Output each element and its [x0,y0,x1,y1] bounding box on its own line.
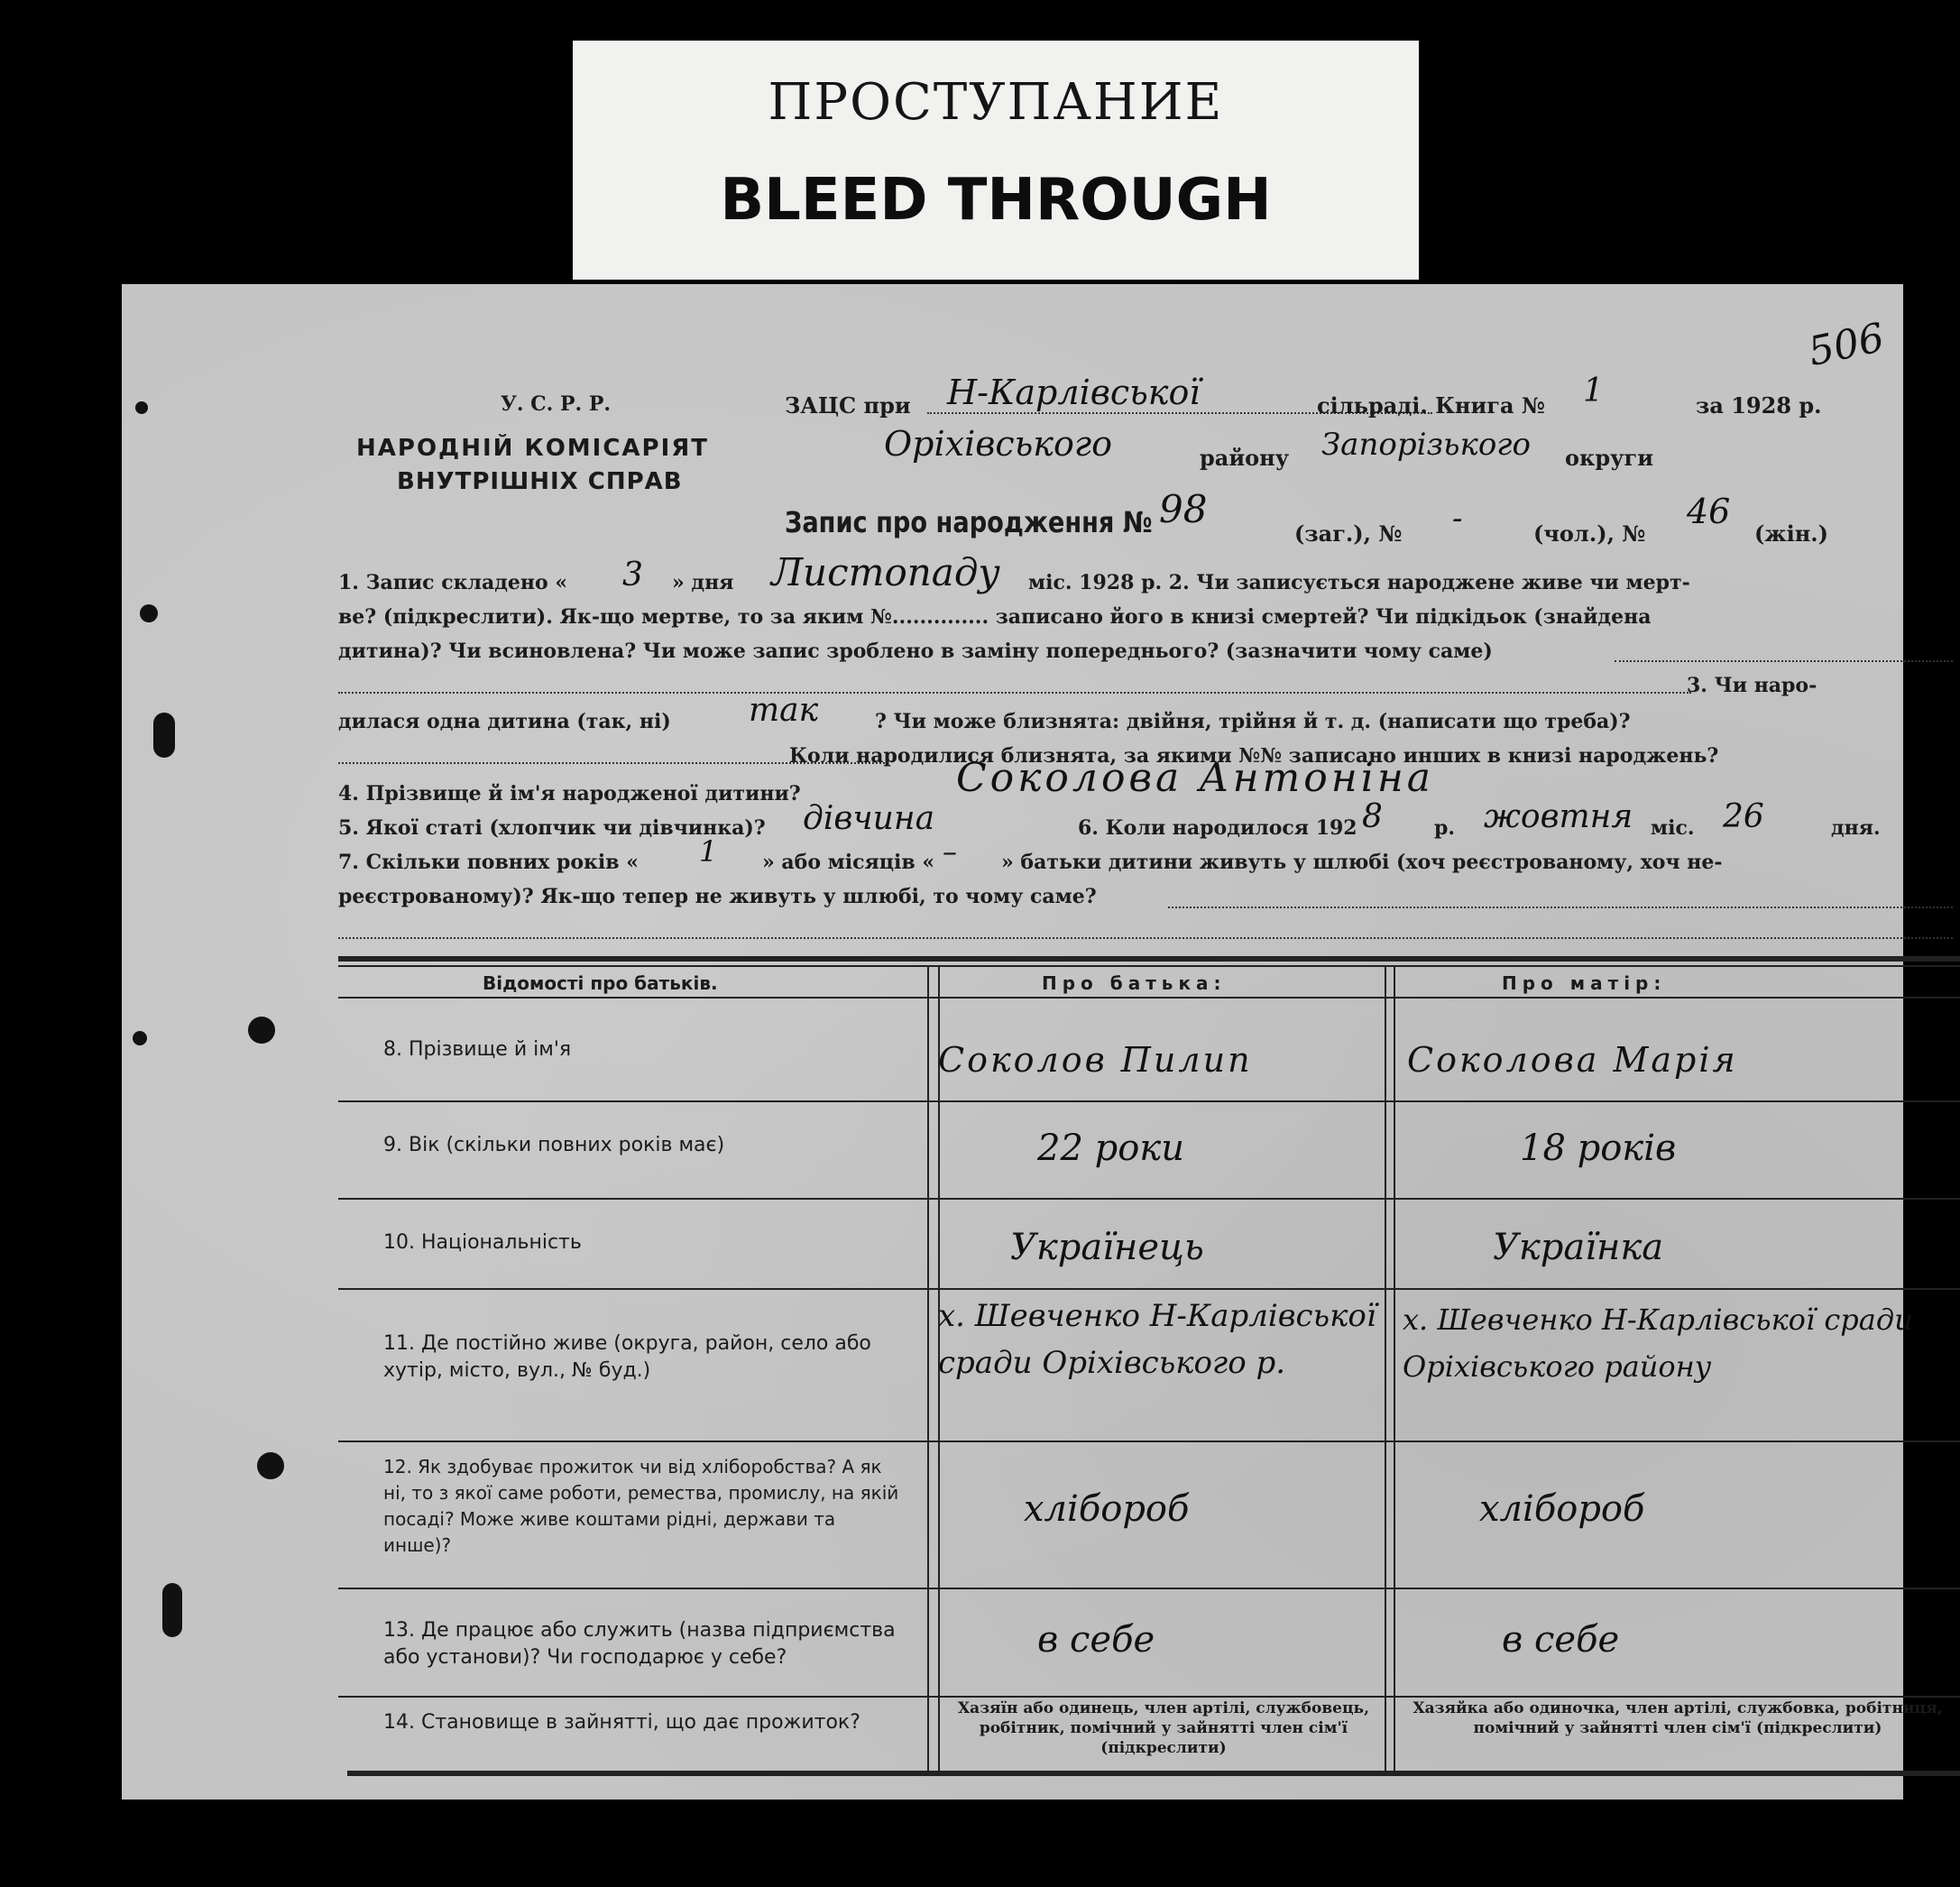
p1-start: 1. Запис складено « [338,571,568,594]
male-label: (чол.), № [1533,520,1646,547]
okrug-label: округи [1565,445,1653,471]
p3: дитина)? Чи всиновлена? Чи може запис зроблено в заміну попереднього? (зазначити чому саме) [338,640,1493,663]
punch-hole [140,604,158,622]
record-title: Запис про народження № [785,505,1153,539]
marriage-years: 1 [699,834,718,869]
punch-hole [257,1452,284,1479]
marriage-months: – [943,834,957,869]
punch-hole [162,1583,182,1637]
child-sex: дівчина [803,800,935,837]
p5-answer: так [749,692,819,729]
mother-occupation-status: Хазяйка або одиночка, член артілі, службовка, робітниця, помічний у зайнятті член сім'ї (підкреслити) [1412,1699,1943,1737]
mother-workplace: в себе [1502,1619,1620,1661]
birth-year-digit: 8 [1362,798,1383,835]
p4: 3. Чи наро- [1687,674,1817,697]
row-label-occupation-status: 14. Становище в зайнятті, що дає прожиток? [383,1711,860,1734]
p1-end: міс. 1928 р. 2. Чи записується народжене живе чи мерт- [1028,571,1690,594]
row-label-name: 8. Прізвище й ім'я [383,1038,572,1061]
row-label-workplace: 13. Де працює або служить (назва підприємства або установи)? Чи господарює у себе? [383,1619,896,1669]
general-label: (заг.), № [1294,520,1403,547]
archive-number: 506 [1804,314,1889,376]
p8-start: 5. Якої статі (хлопчик чи дівчинка)? [338,816,766,840]
father-residence: х. Шевченко Н-Карлівської сради Оріхівського р. [938,1298,1376,1381]
p6: Коли народилися близнята, за якими №№ записано инших в книзі народжень? [789,744,1719,768]
book-number: 1 [1583,373,1604,410]
male-number: - [1452,501,1463,537]
okrug-name: Запорізького [1321,427,1531,463]
bleed-through-label-card [573,41,1419,280]
table-header-info: Відомості про батьків. [483,972,718,994]
female-number: 46 [1687,492,1731,531]
row-label-nationality: 10. Національність [383,1231,582,1254]
p5-start: дилася одна дитина (так, ні) [338,710,671,733]
village-council: Н-Карлівської [947,373,1201,412]
label-ru: ПРОСТУПАНИЕ [768,73,1224,132]
p9-end: » батьки дитини живуть у шлюбі (хоч реєстрованому, хоч не- [1001,851,1723,874]
general-number: 98 [1159,487,1208,531]
birth-day: 26 [1723,798,1764,835]
father-name: Соколов Пилип [938,1040,1253,1080]
punch-hole [248,1017,275,1044]
table-header-mother: Про матір: [1502,972,1667,994]
mother-nationality: Українка [1493,1227,1664,1268]
p10: реєстрованому)? Як-що тепер не живуть у шлюбі, то чому саме? [338,885,1097,908]
mother-name: Соколова Марія [1407,1040,1738,1080]
row-label-age: 9. Вік (скільки повних років має) [383,1134,725,1156]
father-occupation-status: Хазяїн або одинець, член артілі, службовець, робітник, помічний у зайнятті член сім'ї (підкреслити) [957,1699,1369,1757]
p5-end: ? Чи може близнята: двійня, трійня й т. д. (написати що треба)? [875,710,1631,733]
district-label: району [1200,445,1290,471]
district-name: Оріхівського [884,424,1112,464]
p2: ве? (підкреслити). Як-що мертве, то за яким №.............. записано його в книзі смертей? Чи підкідьок (знайдена [338,605,1652,629]
p8-end: дня. [1831,816,1881,840]
p1-day: 3 [622,557,643,594]
zags-prefix: ЗАЦС при [785,392,911,419]
punch-hole [135,401,148,414]
birth-month: жовтня [1484,798,1633,835]
mother-residence: х. Шевченко Н-Карлівської сради Оріхівського району [1403,1302,1913,1384]
punch-hole [133,1031,147,1045]
commissariat-line1: НАРОДНІЙ КОМІСАРІЯТ [356,435,710,462]
village-council-suffix: сільраді. Книга № [1317,392,1545,419]
father-age: 22 роки [1037,1128,1184,1169]
birth-record-form [122,284,1943,1800]
usrr-label: У. С. Р. Р. [501,392,612,416]
p8-mid: 6. Коли народилося 192 [1078,816,1357,840]
year-label: за 1928 р. [1696,392,1822,419]
mother-livelihood: хлібороб [1479,1488,1645,1530]
p8-r: р. [1434,816,1456,840]
commissariat-line2: ВНУТРІШНІХ СПРАВ [397,468,683,495]
table-header-father: Про батька: [1042,972,1227,994]
child-name: Соколова Антоніна [956,755,1435,801]
label-en: BLEED THROUGH [720,167,1272,234]
p8-mis: міс. [1651,816,1695,840]
p9-start: 7. Скільки повних років « [338,851,639,874]
row-label-livelihood: 12. Як здобуває прожиток чи від хліборобства? А як ні, то з якої саме роботи, ремества, промислу, на якій посаді? Може живе коштами рідні, держави та инше)? [383,1456,899,1556]
p7: 4. Прізвище й ім'я народженої дитини? [338,782,801,805]
row-label-residence: 11. Де постійно живе (округа, район, село або хутір, місто, вул., № буд.) [383,1332,871,1382]
father-livelihood: хлібороб [1024,1488,1190,1530]
mother-age: 18 років [1520,1128,1677,1169]
p1-month: Листопаду [771,550,1000,594]
father-workplace: в себе [1037,1619,1155,1661]
female-label: (жін.) [1754,520,1828,547]
punch-hole [153,713,175,758]
p9-mid: » або місяців « [762,851,935,874]
p1-mid: » дня [672,571,734,594]
father-nationality: Українець [1010,1227,1204,1268]
